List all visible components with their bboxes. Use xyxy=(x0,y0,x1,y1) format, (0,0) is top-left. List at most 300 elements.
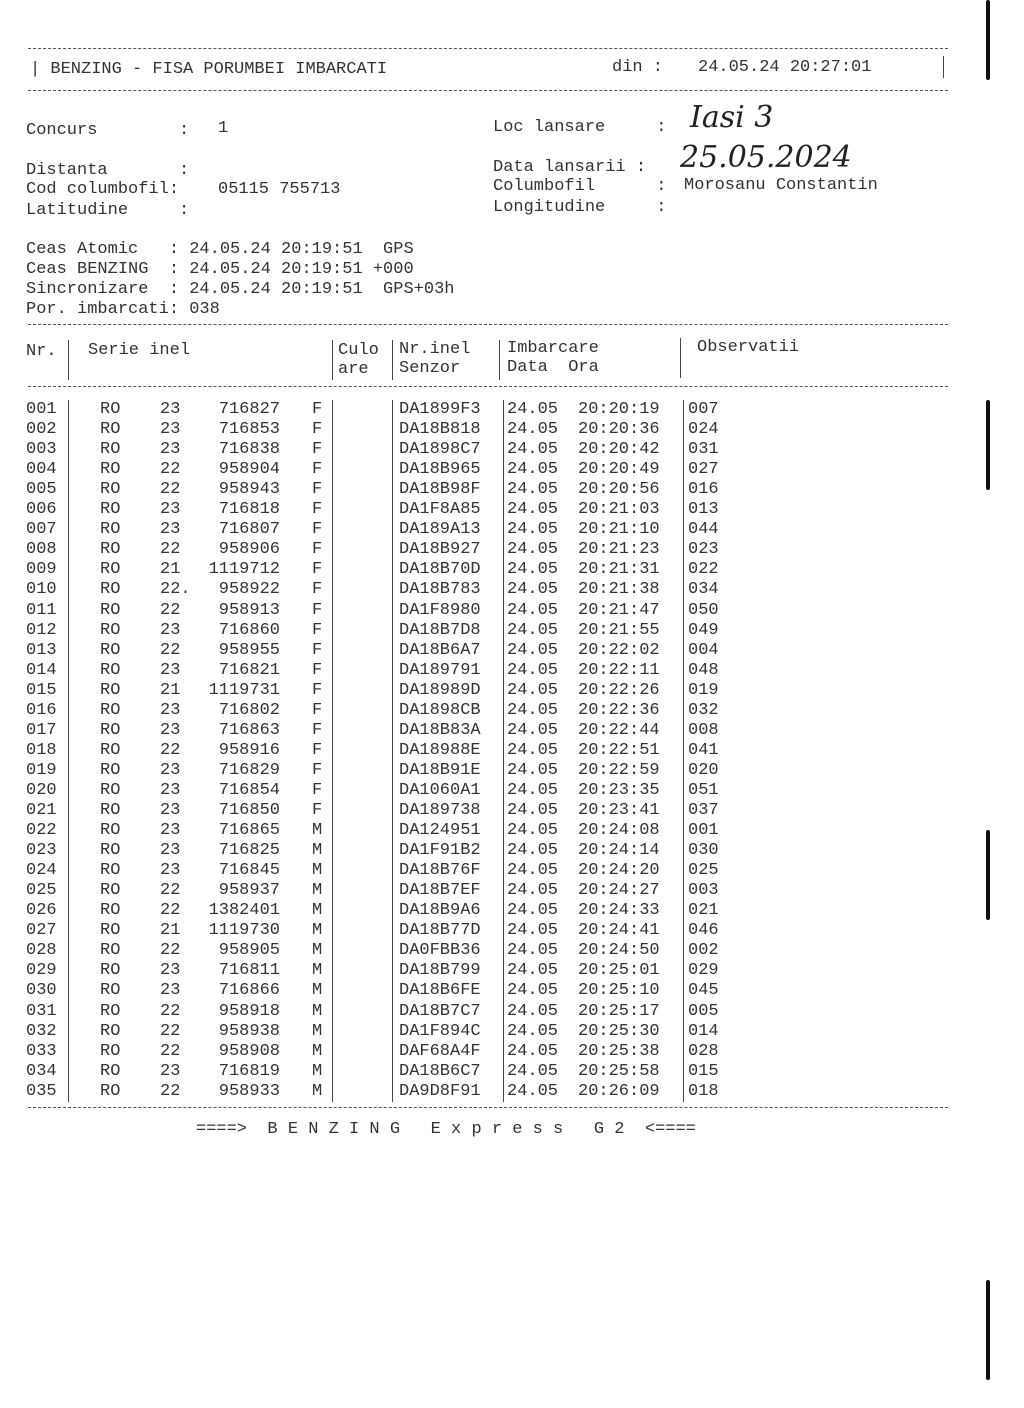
row-year: 21 xyxy=(160,921,181,941)
row-time: 20:20:49 xyxy=(578,460,660,480)
row-sensor: DA18B818 xyxy=(399,420,481,440)
column-separator xyxy=(332,340,333,380)
row-sex: M xyxy=(312,921,323,941)
row-date: 24.05 xyxy=(507,861,559,881)
row-year: 21 xyxy=(160,680,181,700)
row-country: RO xyxy=(100,981,121,1001)
row-year: 23 xyxy=(160,440,181,460)
row-observation: 023 xyxy=(688,540,719,560)
row-date: 24.05 xyxy=(507,500,559,520)
row-sensor: DA1898CB xyxy=(399,700,481,720)
row-sensor: DA189A13 xyxy=(399,520,481,540)
row-date: 24.05 xyxy=(507,600,559,620)
row-time: 20:20:56 xyxy=(578,480,660,500)
row-sex: M xyxy=(312,941,323,961)
row-time: 20:24:50 xyxy=(578,941,660,961)
divider xyxy=(28,48,948,49)
table-row xyxy=(0,1062,1024,1082)
row-date: 24.05 xyxy=(507,760,559,780)
row-country: RO xyxy=(100,861,121,881)
row-year: 23 xyxy=(160,801,181,820)
row-nr: 006 xyxy=(26,500,57,520)
row-ring-number: 1119731 xyxy=(208,680,280,700)
row-ring-number: 716860 xyxy=(218,620,280,640)
row-time: 20:20:42 xyxy=(578,440,660,460)
row-observation: 005 xyxy=(688,1001,719,1021)
row-year: 23 xyxy=(160,981,181,1001)
row-time: 20:25:17 xyxy=(578,1001,660,1021)
data-lansarii-label: Data lansarii : xyxy=(493,158,647,177)
row-sensor: DA18B9A6 xyxy=(399,901,481,921)
row-sensor: DA18B7D8 xyxy=(399,620,481,640)
row-observation: 007 xyxy=(688,400,719,419)
table-row xyxy=(0,440,1024,460)
row-observation: 037 xyxy=(688,801,719,820)
row-sensor: DA18989D xyxy=(399,680,481,700)
row-time: 20:23:41 xyxy=(578,801,660,820)
row-date: 24.05 xyxy=(507,921,559,941)
row-year: 23 xyxy=(160,1061,181,1081)
row-date: 24.05 xyxy=(507,580,559,600)
row-sensor: DA18B6C7 xyxy=(399,1061,481,1081)
distanta-label: Distanta : xyxy=(26,161,190,180)
row-year: 23 xyxy=(160,620,181,640)
row-sex: F xyxy=(312,400,323,419)
row-ring-number: 716845 xyxy=(218,861,280,881)
row-sex: F xyxy=(312,640,323,660)
table-row xyxy=(0,560,1024,580)
row-year: 22 xyxy=(160,881,181,901)
row-nr: 003 xyxy=(26,440,57,460)
row-date: 24.05 xyxy=(507,540,559,560)
table-row xyxy=(0,661,1024,681)
table-row xyxy=(0,1082,1024,1102)
row-time: 20:25:30 xyxy=(578,1021,660,1041)
row-date: 24.05 xyxy=(507,801,559,820)
row-country: RO xyxy=(100,400,121,419)
header-observatii: Observatii xyxy=(697,338,800,357)
row-time: 20:25:38 xyxy=(578,1041,660,1061)
row-country: RO xyxy=(100,620,121,640)
header-imbarcare: Imbarcare xyxy=(507,339,599,358)
row-nr: 035 xyxy=(26,1081,57,1101)
table-row xyxy=(0,901,1024,921)
row-country: RO xyxy=(100,600,121,620)
row-sex: F xyxy=(312,480,323,500)
row-observation: 045 xyxy=(688,981,719,1001)
row-year: 22 xyxy=(160,1001,181,1021)
header-data-ora: Data Ora xyxy=(507,358,599,377)
row-ring-number: 958938 xyxy=(218,1021,280,1041)
row-ring-number: 958904 xyxy=(218,460,280,480)
row-country: RO xyxy=(100,700,121,720)
row-sensor: DA1899F3 xyxy=(399,400,481,419)
row-observation: 051 xyxy=(688,780,719,800)
row-sex: M xyxy=(312,961,323,981)
ceas-benzing: Ceas BENZING : 24.05.24 20:19:51 +000 xyxy=(26,260,414,279)
row-country: RO xyxy=(100,760,121,780)
row-time: 20:26:09 xyxy=(578,1081,660,1101)
footer-brand: ====> B E N Z I N G E x p r e s s G 2 <==== xyxy=(196,1120,696,1139)
row-observation: 019 xyxy=(688,680,719,700)
row-date: 24.05 xyxy=(507,821,559,841)
row-date: 24.05 xyxy=(507,961,559,981)
row-ring-number: 958955 xyxy=(218,640,280,660)
row-time: 20:25:58 xyxy=(578,1061,660,1081)
row-nr: 033 xyxy=(26,1041,57,1061)
row-sensor: DA18B783 xyxy=(399,580,481,600)
row-sensor: DA18B76F xyxy=(399,861,481,881)
concurs-value: 1 xyxy=(218,119,229,138)
row-sensor: DA1060A1 xyxy=(399,780,481,800)
row-year: 21 xyxy=(160,560,181,580)
row-year: 22 xyxy=(160,640,181,660)
row-nr: 004 xyxy=(26,460,57,480)
row-sensor: DA124951 xyxy=(399,821,481,841)
table-row xyxy=(0,580,1024,600)
row-nr: 017 xyxy=(26,720,57,740)
row-nr: 012 xyxy=(26,620,57,640)
row-country: RO xyxy=(100,460,121,480)
table-row xyxy=(0,761,1024,781)
row-observation: 004 xyxy=(688,640,719,660)
table-row xyxy=(0,1042,1024,1062)
row-observation: 028 xyxy=(688,1041,719,1061)
header-nr: Nr. xyxy=(26,342,57,361)
table-row xyxy=(0,601,1024,621)
row-sex: M xyxy=(312,901,323,921)
divider xyxy=(28,324,948,325)
row-sensor: DA1F894C xyxy=(399,1021,481,1041)
row-date: 24.05 xyxy=(507,400,559,419)
row-ring-number: 716865 xyxy=(218,821,280,841)
table-row xyxy=(0,921,1024,941)
row-country: RO xyxy=(100,1061,121,1081)
table-row xyxy=(0,400,1024,420)
table-row xyxy=(0,460,1024,480)
row-sensor: DA18B6FE xyxy=(399,981,481,1001)
row-observation: 016 xyxy=(688,480,719,500)
row-sex: F xyxy=(312,740,323,760)
row-observation: 018 xyxy=(688,1081,719,1101)
row-sensor: DA18B98F xyxy=(399,480,481,500)
row-nr: 002 xyxy=(26,420,57,440)
row-ring-number: 958908 xyxy=(218,1041,280,1061)
row-observation: 050 xyxy=(688,600,719,620)
row-nr: 015 xyxy=(26,680,57,700)
row-nr: 025 xyxy=(26,881,57,901)
row-nr: 014 xyxy=(26,660,57,680)
ceas-atomic: Ceas Atomic : 24.05.24 20:19:51 GPS xyxy=(26,240,414,259)
row-nr: 022 xyxy=(26,821,57,841)
row-sensor: DA0FBB36 xyxy=(399,941,481,961)
row-date: 24.05 xyxy=(507,700,559,720)
row-nr: 032 xyxy=(26,1021,57,1041)
row-time: 20:21:23 xyxy=(578,540,660,560)
row-sex: F xyxy=(312,801,323,820)
row-ring-number: 716827 xyxy=(218,400,280,419)
row-nr: 013 xyxy=(26,640,57,660)
row-nr: 034 xyxy=(26,1061,57,1081)
row-nr: 031 xyxy=(26,1001,57,1021)
row-time: 20:20:36 xyxy=(578,420,660,440)
row-sex: M xyxy=(312,821,323,841)
row-sensor: DA18B7EF xyxy=(399,881,481,901)
row-country: RO xyxy=(100,580,121,600)
row-observation: 024 xyxy=(688,420,719,440)
table-row xyxy=(0,741,1024,761)
row-time: 20:25:10 xyxy=(578,981,660,1001)
row-ring-number: 716818 xyxy=(218,500,280,520)
row-nr: 024 xyxy=(26,861,57,881)
row-year: 23 xyxy=(160,720,181,740)
row-time: 20:21:31 xyxy=(578,560,660,580)
row-country: RO xyxy=(100,440,121,460)
row-nr: 007 xyxy=(26,520,57,540)
row-nr: 030 xyxy=(26,981,57,1001)
divider xyxy=(28,1107,948,1108)
row-time: 20:22:36 xyxy=(578,700,660,720)
row-sex: F xyxy=(312,420,323,440)
divider xyxy=(28,90,948,91)
row-observation: 048 xyxy=(688,660,719,680)
header-serie-inel: Serie inel xyxy=(88,341,191,360)
cod-columbofil-label: Cod columbofil: xyxy=(26,180,180,199)
row-time: 20:25:01 xyxy=(578,961,660,981)
row-ring-number: 1119712 xyxy=(208,560,280,580)
row-sensor: DAF68A4F xyxy=(399,1041,481,1061)
row-observation: 008 xyxy=(688,720,719,740)
row-time: 20:21:38 xyxy=(578,580,660,600)
row-time: 20:22:44 xyxy=(578,720,660,740)
row-date: 24.05 xyxy=(507,841,559,861)
row-country: RO xyxy=(100,921,121,941)
row-date: 24.05 xyxy=(507,480,559,500)
row-sex: F xyxy=(312,500,323,520)
header-senzor: Senzor xyxy=(399,359,461,378)
concurs-label: Concurs : xyxy=(26,121,190,140)
row-sensor: DA9D8F91 xyxy=(399,1081,481,1101)
row-ring-number: 716863 xyxy=(218,720,280,740)
row-sensor: DA189791 xyxy=(399,660,481,680)
row-nr: 005 xyxy=(26,480,57,500)
row-time: 20:22:26 xyxy=(578,680,660,700)
row-observation: 032 xyxy=(688,700,719,720)
data-lansarii-handwritten: 25.05.2024 xyxy=(680,140,852,175)
row-country: RO xyxy=(100,520,121,540)
row-observation: 022 xyxy=(688,560,719,580)
row-country: RO xyxy=(100,480,121,500)
row-date: 24.05 xyxy=(507,941,559,961)
table-row xyxy=(0,981,1024,1001)
row-ring-number: 716853 xyxy=(218,420,280,440)
loc-lansare-handwritten: Iasi 3 xyxy=(690,100,774,135)
table-row xyxy=(0,821,1024,841)
row-observation: 041 xyxy=(688,740,719,760)
row-country: RO xyxy=(100,720,121,740)
table-row xyxy=(0,681,1024,701)
table-row xyxy=(0,520,1024,540)
columbofil-label: Columbofil : xyxy=(493,177,667,196)
row-year: 22 xyxy=(160,1021,181,1041)
row-sensor: DA18B799 xyxy=(399,961,481,981)
row-year: 23 xyxy=(160,760,181,780)
row-ring-number: 958905 xyxy=(218,941,280,961)
row-observation: 002 xyxy=(688,941,719,961)
header-nr-inel: Nr.inel xyxy=(399,340,471,359)
row-sensor: DA1F8980 xyxy=(399,600,481,620)
column-separator xyxy=(392,340,393,380)
date-value: 24.05.24 20:27:01 xyxy=(698,58,872,77)
row-date: 24.05 xyxy=(507,881,559,901)
row-nr: 019 xyxy=(26,760,57,780)
row-date: 24.05 xyxy=(507,660,559,680)
row-nr: 026 xyxy=(26,901,57,921)
row-date: 24.05 xyxy=(507,520,559,540)
row-date: 24.05 xyxy=(507,1041,559,1061)
row-observation: 030 xyxy=(688,841,719,861)
row-time: 20:24:33 xyxy=(578,901,660,921)
row-sex: M xyxy=(312,861,323,881)
row-ring-number: 1119730 xyxy=(208,921,280,941)
row-sensor: DA18B77D xyxy=(399,921,481,941)
row-country: RO xyxy=(100,660,121,680)
row-observation: 001 xyxy=(688,821,719,841)
table-row xyxy=(0,941,1024,961)
row-sensor: DA18988E xyxy=(399,740,481,760)
row-country: RO xyxy=(100,740,121,760)
row-ring-number: 958916 xyxy=(218,740,280,760)
row-sex: F xyxy=(312,660,323,680)
row-country: RO xyxy=(100,881,121,901)
row-observation: 013 xyxy=(688,500,719,520)
row-sensor: DA18B965 xyxy=(399,460,481,480)
row-sex: F xyxy=(312,600,323,620)
row-date: 24.05 xyxy=(507,560,559,580)
row-observation: 029 xyxy=(688,961,719,981)
row-ring-number: 716825 xyxy=(218,841,280,861)
row-sex: F xyxy=(312,760,323,780)
row-country: RO xyxy=(100,821,121,841)
row-year: 22 xyxy=(160,1081,181,1101)
row-ring-number: 958922 xyxy=(218,580,280,600)
row-time: 20:21:10 xyxy=(578,520,660,540)
row-sex: F xyxy=(312,580,323,600)
row-nr: 010 xyxy=(26,580,57,600)
row-time: 20:21:55 xyxy=(578,620,660,640)
row-sex: F xyxy=(312,700,323,720)
row-nr: 016 xyxy=(26,700,57,720)
row-time: 20:24:41 xyxy=(578,921,660,941)
row-sex: M xyxy=(312,881,323,901)
row-time: 20:21:47 xyxy=(578,600,660,620)
table-row xyxy=(0,420,1024,440)
row-observation: 014 xyxy=(688,1021,719,1041)
row-date: 24.05 xyxy=(507,1001,559,1021)
row-time: 20:24:27 xyxy=(578,881,660,901)
row-nr: 023 xyxy=(26,841,57,861)
row-sensor: DA18B83A xyxy=(399,720,481,740)
header-culoare-2: are xyxy=(338,360,369,379)
row-country: RO xyxy=(100,1041,121,1061)
row-country: RO xyxy=(100,1001,121,1021)
row-sex: F xyxy=(312,520,323,540)
row-country: RO xyxy=(100,901,121,921)
row-sensor: DA18B70D xyxy=(399,560,481,580)
row-nr: 009 xyxy=(26,560,57,580)
row-country: RO xyxy=(100,680,121,700)
row-nr: 029 xyxy=(26,961,57,981)
row-country: RO xyxy=(100,1021,121,1041)
row-year: 23 xyxy=(160,700,181,720)
row-sex: F xyxy=(312,440,323,460)
row-nr: 008 xyxy=(26,540,57,560)
row-observation: 015 xyxy=(688,1061,719,1081)
row-sex: M xyxy=(312,841,323,861)
table-row xyxy=(0,701,1024,721)
cod-columbofil-value: 05115 755713 xyxy=(218,180,341,199)
row-year: 23 xyxy=(160,400,181,419)
row-time: 20:20:19 xyxy=(578,400,660,419)
row-date: 24.05 xyxy=(507,901,559,921)
row-observation: 020 xyxy=(688,760,719,780)
row-year: 22 xyxy=(160,600,181,620)
row-sex: M xyxy=(312,1061,323,1081)
row-country: RO xyxy=(100,780,121,800)
row-ring-number: 716838 xyxy=(218,440,280,460)
table-row xyxy=(0,621,1024,641)
row-ring-number: 716819 xyxy=(218,1061,280,1081)
header-culoare: Culo xyxy=(338,341,379,360)
row-country: RO xyxy=(100,1081,121,1101)
row-nr: 021 xyxy=(26,801,57,820)
row-nr: 027 xyxy=(26,921,57,941)
table-row xyxy=(0,781,1024,801)
row-sensor: DA1898C7 xyxy=(399,440,481,460)
row-ring-number: 958913 xyxy=(218,600,280,620)
row-ring-number: 716829 xyxy=(218,760,280,780)
row-date: 24.05 xyxy=(507,1021,559,1041)
divider xyxy=(28,386,948,387)
row-nr: 018 xyxy=(26,740,57,760)
longitudine-label: Longitudine : xyxy=(493,198,667,217)
row-year: 22 xyxy=(160,540,181,560)
row-sex: F xyxy=(312,560,323,580)
row-date: 24.05 xyxy=(507,620,559,640)
row-country: RO xyxy=(100,500,121,520)
table-row xyxy=(0,861,1024,881)
row-nr: 028 xyxy=(26,941,57,961)
row-time: 20:24:14 xyxy=(578,841,660,861)
latitudine-label: Latitudine : xyxy=(26,201,190,220)
row-year: 23 xyxy=(160,500,181,520)
row-time: 20:22:59 xyxy=(578,760,660,780)
row-date: 24.05 xyxy=(507,740,559,760)
row-date: 24.05 xyxy=(507,720,559,740)
row-nr: 001 xyxy=(26,400,57,419)
row-year: 23 xyxy=(160,420,181,440)
row-time: 20:21:03 xyxy=(578,500,660,520)
row-observation: 021 xyxy=(688,901,719,921)
row-year: 23 xyxy=(160,780,181,800)
row-time: 20:24:20 xyxy=(578,861,660,881)
row-ring-number: 958933 xyxy=(218,1081,280,1101)
row-time: 20:22:51 xyxy=(578,740,660,760)
row-ring-number: 716811 xyxy=(218,961,280,981)
row-year: 23 xyxy=(160,520,181,540)
row-year: 22 xyxy=(160,901,181,921)
row-year: 23 xyxy=(160,861,181,881)
